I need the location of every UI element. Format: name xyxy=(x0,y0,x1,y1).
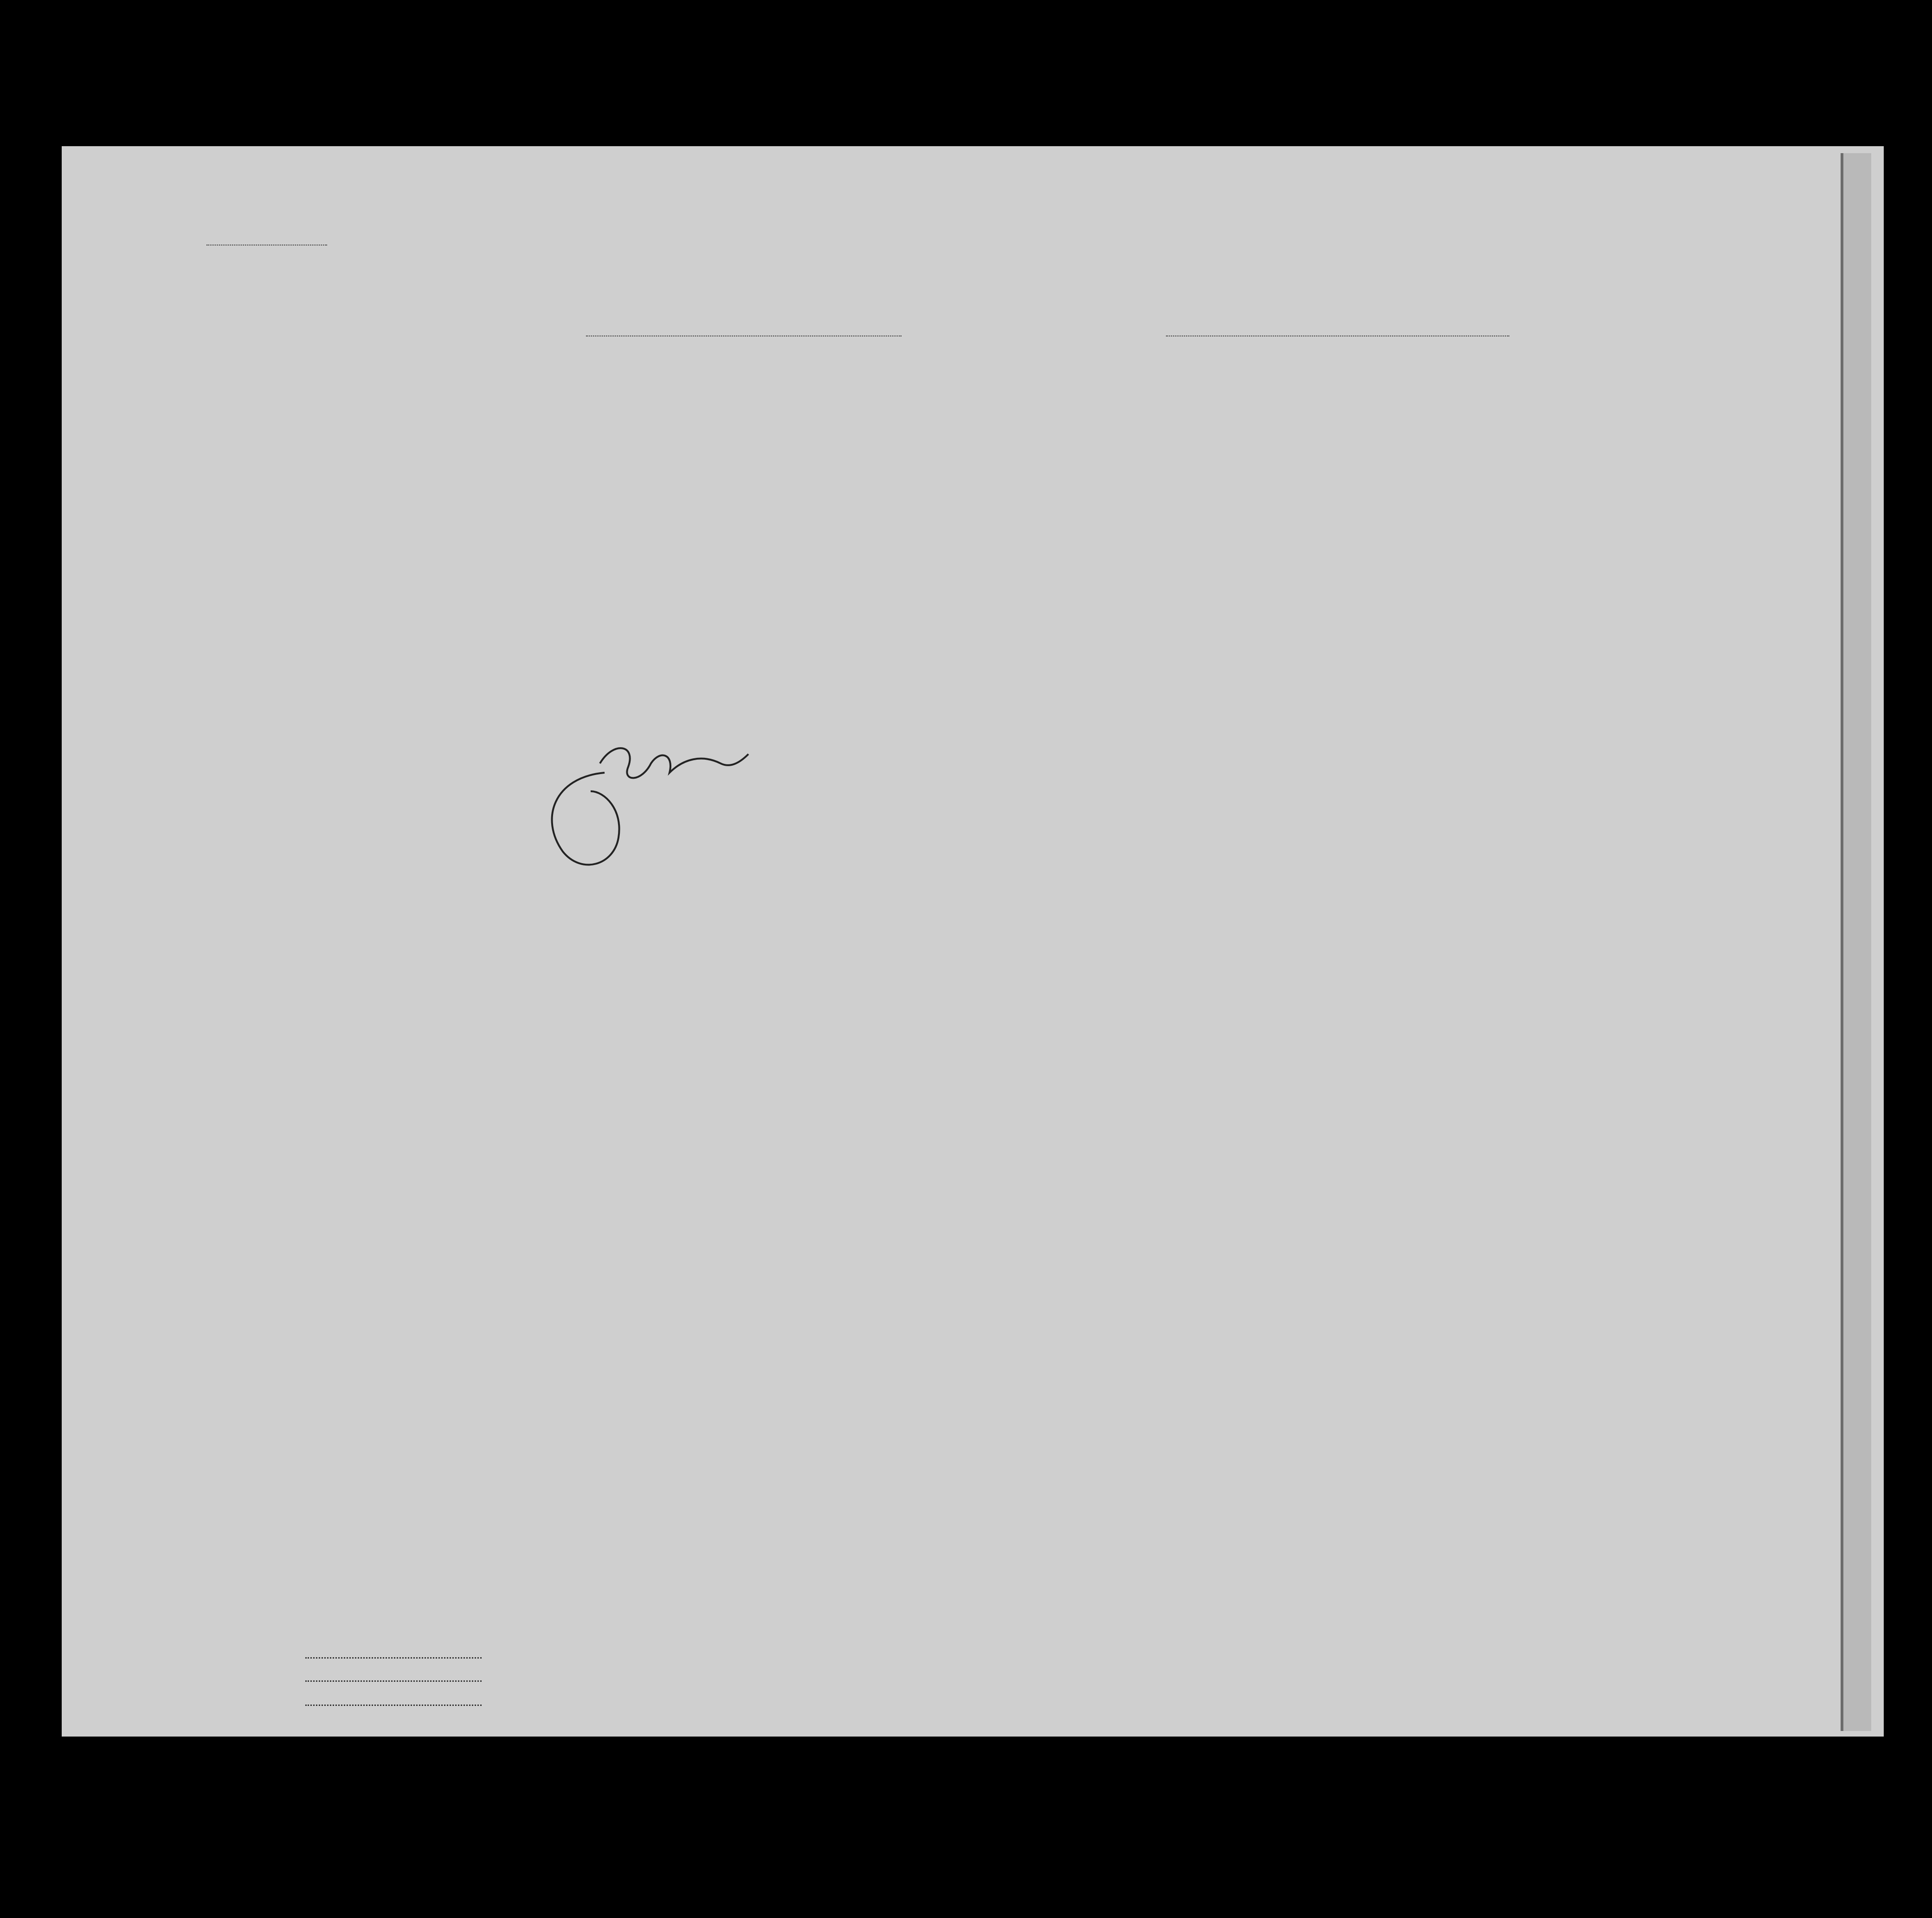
total-line xyxy=(305,1657,482,1659)
paper-edge xyxy=(1841,153,1871,1731)
aliens-line xyxy=(305,1705,482,1706)
table-grid xyxy=(62,146,1884,1737)
inspector-signature xyxy=(535,736,776,875)
manifest-sheet xyxy=(62,146,1884,1737)
citizens-line xyxy=(305,1680,482,1682)
